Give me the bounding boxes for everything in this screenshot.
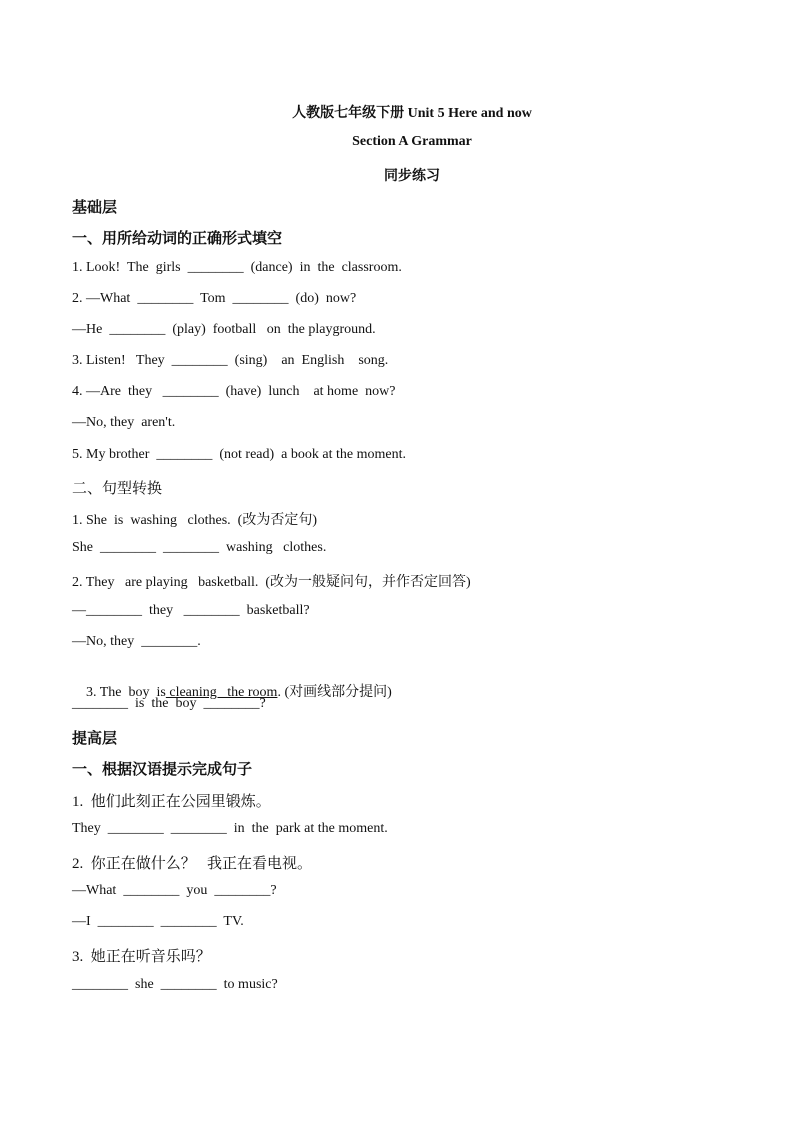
exercise-line: ________ is the boy ________? (72, 696, 266, 711)
section-subtitle: Section A Grammar (352, 134, 472, 149)
advanced-part1-heading: 一、根据汉语提示完成句子 (72, 762, 253, 778)
exercise-line: 2. —What ________ Tom ________ (do) now? (72, 291, 357, 306)
exercise-line: —I ________ ________ TV. (72, 914, 244, 929)
exercise-line: They ________ ________ in the park at the moment. (72, 821, 388, 836)
level-advanced: 提高层 (72, 731, 118, 747)
exercise-line: —What ________ you ________? (72, 883, 277, 898)
exercise-line: 3. Listen! They ________ (sing) an English song. (72, 353, 389, 368)
exercise-line: —No, they aren't. (72, 415, 176, 430)
exercise-line: 4. —Are they ________ (have) lunch at home now? (72, 384, 396, 399)
exercise-line: 2. They are playing basketball. (改为一般疑问句，并作否定回答) (72, 575, 471, 590)
exercise-line: —________ they ________ basketball? (72, 603, 310, 618)
exercise-line: 1. Look! The girls ________ (dance) in the classroom. (72, 260, 402, 275)
exercise-line: She ________ ________ washing clothes. (72, 540, 327, 555)
exercise-line: —No, they ________. (72, 634, 201, 649)
exercise-line: 1. 他们此刻正在公园里锻炼。 (72, 794, 271, 810)
exercise-line: 1. She is washing clothes. (改为否定句) (72, 513, 317, 528)
part1-heading: 一、用所给动词的正确形式填空 (72, 231, 283, 247)
exercise-line: 2. 你正在做什么？ 我正在看电视。 (72, 856, 313, 872)
level-basic: 基础层 (72, 200, 118, 216)
exercise-line: —He ________ (play) football on the playground. (72, 322, 376, 337)
exercise-line: ________ she ________ to music? (72, 977, 278, 992)
q3-suffix: . (对画线部分提问) (277, 685, 392, 700)
part2-heading: 二、句型转换 (72, 481, 163, 497)
q3-underlined-phrase: cleaning the room (165, 685, 278, 700)
q3-prefix: 3. The boy is (86, 685, 166, 700)
document-title: 人教版七年级下册 Unit 5 Here and now (292, 106, 532, 121)
exercise-line: 5. My brother ________ (not read) a book at the moment. (72, 447, 406, 462)
exercise-label: 同步练习 (384, 169, 440, 184)
exercise-line: 3. 她正在听音乐吗？ (72, 949, 211, 965)
